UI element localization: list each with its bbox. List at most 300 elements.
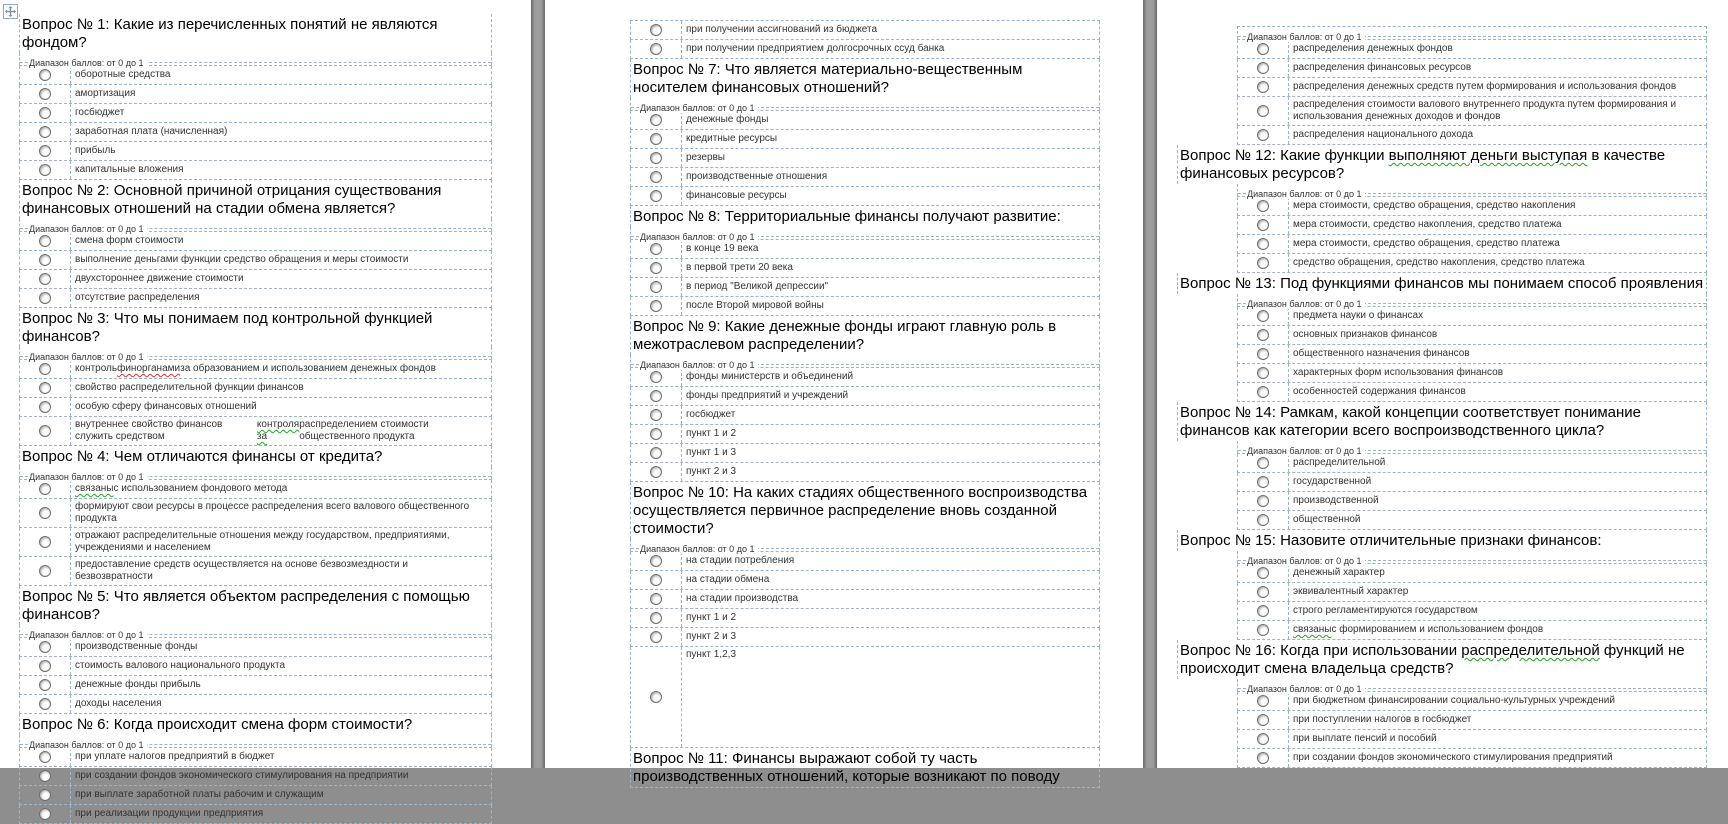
answer-option-text: на стадии обмена: [686, 574, 770, 585]
radio-button[interactable]: [650, 43, 662, 55]
radio-button[interactable]: [39, 292, 51, 304]
answer-option-row: [630, 149, 1100, 168]
radio-cell: [1238, 59, 1289, 77]
radio-button[interactable]: [1257, 219, 1269, 231]
answer-options-table: [19, 747, 492, 824]
radio-button[interactable]: [1257, 238, 1269, 250]
question-block: [630, 59, 1100, 206]
question-block: [19, 180, 492, 308]
radio-cell: [20, 557, 71, 585]
radio-cell: [20, 676, 71, 694]
answer-option-row: [630, 609, 1100, 628]
radio-cell: [20, 104, 71, 122]
radio-cell: [1238, 216, 1289, 234]
answer-option-text: средство обращения, средство накопления, средство платежа: [1293, 257, 1585, 268]
answer-option-text: производственные фонды: [75, 641, 198, 652]
radio-button[interactable]: [39, 770, 51, 782]
radio-button[interactable]: [39, 145, 51, 157]
answer-option-row: [19, 676, 492, 695]
answer-option-row: [19, 528, 492, 557]
radio-button[interactable]: [1257, 514, 1269, 526]
radio-cell: [20, 360, 71, 378]
answer-option-row: [19, 360, 492, 379]
question-block: [630, 748, 1100, 788]
answer-option-text: формируют свои ресурсы в процессе распределения всего валового общественного продукта: [75, 501, 470, 524]
radio-button[interactable]: [1257, 457, 1269, 469]
radio-button[interactable]: [650, 466, 662, 478]
question-title: Вопрос № 13: Под функциями финансов мы понимаем способ проявления: [1177, 273, 1707, 294]
answer-options-table: [19, 359, 492, 446]
radio-button[interactable]: [650, 171, 662, 183]
radio-button[interactable]: [39, 425, 51, 437]
radio-cell: [20, 251, 71, 269]
question-block: [630, 206, 1100, 316]
radio-button[interactable]: [39, 660, 51, 672]
answer-option-text: при создании фондов экономического стимулирования на предприятии: [75, 770, 409, 781]
points-range-row: [630, 98, 1100, 113]
answer-option-row: [19, 85, 492, 104]
table-move-handle-icon[interactable]: [3, 4, 18, 19]
radio-button[interactable]: [650, 114, 662, 126]
answer-option-row: [19, 480, 492, 499]
radio-button[interactable]: [39, 164, 51, 176]
radio-button[interactable]: [39, 126, 51, 138]
answer-option-text: контроль финорганами за образованием и использованием денежных фондов: [75, 363, 436, 374]
answer-option-row: [1237, 564, 1707, 583]
question-block: [1177, 145, 1707, 273]
radio-cell: [1238, 126, 1289, 144]
radio-cell: [1238, 97, 1289, 125]
radio-button[interactable]: [650, 555, 662, 567]
answer-option-text: доходы населения: [75, 698, 162, 709]
question-title: Вопрос № 8: Территориальные финансы получают развитие:: [630, 206, 1100, 227]
answer-option-text: связаны с использованием фондового метода: [75, 483, 288, 494]
radio-cell: [1238, 492, 1289, 510]
radio-button[interactable]: [650, 593, 662, 605]
answer-option-text: прибыль: [75, 145, 116, 156]
question-title: Вопрос № 6: Когда происходит смена форм стоимости?: [19, 714, 492, 735]
answer-option-row: [1237, 749, 1707, 768]
radio-cell: [1238, 473, 1289, 491]
radio-cell: [631, 463, 682, 481]
radio-button[interactable]: [650, 190, 662, 202]
points-range-label: Диапазон баллов: от 0 до 1: [29, 630, 147, 640]
radio-button[interactable]: [650, 428, 662, 440]
answer-option-text: пункт 1 и 2: [686, 612, 737, 623]
points-range-label: Диапазон баллов: от 0 до 1: [640, 360, 758, 370]
radio-cell: [20, 232, 71, 250]
radio-button[interactable]: [650, 24, 662, 36]
radio-cell: [631, 628, 682, 646]
radio-cell: [20, 270, 71, 288]
radio-button[interactable]: [1257, 129, 1269, 141]
answer-option-text: связаны с формированием и использованием фондов: [1293, 624, 1544, 635]
points-range-label: Диапазон баллов: от 0 до 1: [1247, 556, 1365, 566]
radio-button[interactable]: [650, 300, 662, 312]
radio-cell: [631, 571, 682, 589]
radio-button[interactable]: [39, 363, 51, 375]
answer-option-row: [19, 104, 492, 123]
radio-button[interactable]: [39, 273, 51, 285]
answer-option-row: [19, 251, 492, 270]
answer-option-text: основных признаков финансов: [1293, 329, 1438, 340]
radio-cell: [631, 149, 682, 167]
radio-cell: [20, 379, 71, 397]
question-block: [1177, 402, 1707, 530]
radio-button[interactable]: [39, 641, 51, 653]
question-title: Вопрос № 15: Назовите отличительные признаки финансов:: [1177, 530, 1707, 551]
radio-button[interactable]: [650, 243, 662, 255]
radio-cell: [631, 259, 682, 277]
answer-option-text: смена форм стоимости: [75, 235, 184, 246]
radio-cell: [1238, 345, 1289, 363]
page-3: [1157, 0, 1728, 768]
question-title: Вопрос № 11: Финансы выражают собой ту часть производственных отношений, которые возникают по поводу: [630, 748, 1100, 788]
radio-button[interactable]: [1257, 257, 1269, 269]
answer-option-text: при выплате пенсий и пособий: [1293, 733, 1437, 744]
radio-button[interactable]: [650, 631, 662, 643]
answer-option-row: [1237, 59, 1707, 78]
points-range-label: Диапазон баллов: от 0 до 1: [1247, 189, 1365, 199]
radio-cell: [20, 398, 71, 416]
answer-option-text: мера стоимости, средство обращения, средство накопления: [1293, 200, 1576, 211]
radio-button[interactable]: [1257, 348, 1269, 360]
radio-button[interactable]: [1257, 329, 1269, 341]
answer-option-text: распределительной: [1293, 457, 1386, 468]
radio-button[interactable]: [1257, 714, 1269, 726]
page-separator: [531, 0, 545, 768]
answer-option-row: [19, 499, 492, 528]
answer-option-row: [630, 552, 1100, 571]
answer-option-row: [630, 259, 1100, 278]
points-range-label: Диапазон баллов: от 0 до 1: [29, 352, 147, 362]
radio-cell: [1238, 711, 1289, 729]
radio-cell: [631, 609, 682, 627]
question-title: Вопрос № 10: На каких стадиях общественного воспроизводства осуществляется первичное распределение вновь созданной стоимости?: [630, 482, 1100, 539]
answer-option-row: [19, 748, 492, 767]
answer-option-text: распределения денежных средств путем формирования и использования фондов: [1293, 81, 1677, 92]
radio-button[interactable]: [1257, 752, 1269, 764]
radio-button[interactable]: [39, 401, 51, 413]
radio-button[interactable]: [39, 107, 51, 119]
points-range-label: Диапазон баллов: от 0 до 1: [29, 740, 147, 750]
answer-option-text: пункт 1,2,3: [686, 649, 737, 660]
question-title: Вопрос № 16: Когда при использовании распределительной функций не происходит смена владельца средств?: [1177, 640, 1707, 679]
grammar-error-text: контроля за: [256, 419, 300, 442]
answer-options-table: [1237, 196, 1707, 273]
answer-options-table: [19, 65, 492, 180]
answer-options-table: [19, 479, 492, 586]
radio-button[interactable]: [39, 808, 51, 820]
radio-button[interactable]: [1257, 310, 1269, 322]
answer-option-text: при выплате заработной платы рабочим и служащим: [75, 789, 324, 800]
answer-options-table: [630, 239, 1100, 316]
radio-cell: [631, 130, 682, 148]
question-title: Вопрос № 9: Какие денежные фонды играют главную роль в межотраслевом распределении?: [630, 316, 1100, 355]
radio-cell: [1238, 235, 1289, 253]
answer-option-row: [19, 142, 492, 161]
radio-button[interactable]: [39, 789, 51, 801]
answer-option-text: пункт 1 и 2: [686, 428, 737, 439]
answer-option-row: [19, 161, 492, 180]
radio-button[interactable]: [39, 382, 51, 394]
radio-cell: [20, 142, 71, 160]
radio-cell: [1238, 78, 1289, 96]
radio-cell: [20, 85, 71, 103]
points-range-label: Диапазон баллов: от 0 до 1: [640, 232, 758, 242]
radio-cell: [1238, 383, 1289, 401]
radio-cell: [631, 297, 682, 315]
radio-cell: [20, 66, 71, 84]
answer-option-text: амортизация: [75, 88, 136, 99]
radio-cell: [631, 552, 682, 570]
answer-option-text: отражают распределительные отношения между государством, предприятиями, учреждениями и населением: [75, 530, 450, 553]
question-block: [19, 446, 492, 586]
radio-button[interactable]: [1257, 43, 1269, 55]
answer-option-text: распределения стоимости валового внутреннего продукта путем формирования и использования денежных доходов и фондов: [1293, 99, 1677, 122]
radio-cell: [1238, 749, 1289, 767]
radio-button[interactable]: [39, 698, 51, 710]
radio-cell: [1238, 621, 1289, 639]
answer-option-text: выполнение деньгами функции средство обращения и меры стоимости: [75, 254, 409, 265]
answer-option-text: двухстороннее движение стоимости: [75, 273, 244, 284]
radio-button[interactable]: [39, 235, 51, 247]
radio-cell: [1238, 564, 1289, 582]
answer-option-row: [1237, 78, 1707, 97]
question-block: [1177, 26, 1707, 145]
radio-button[interactable]: [39, 507, 51, 519]
radio-cell: [631, 444, 682, 462]
radio-button[interactable]: [1257, 386, 1269, 398]
question-block: [19, 14, 492, 180]
radio-button[interactable]: [650, 262, 662, 274]
radio-cell: [1238, 326, 1289, 344]
question-block: [630, 316, 1100, 482]
answer-option-text: кредитные ресурсы: [686, 133, 778, 144]
radio-button[interactable]: [1257, 105, 1269, 117]
points-range-row: [19, 467, 492, 482]
answer-option-row: [19, 289, 492, 308]
answer-option-row: [19, 270, 492, 289]
answer-option-text: распределения финансовых ресурсов: [1293, 62, 1472, 73]
radio-button[interactable]: [650, 371, 662, 383]
radio-button[interactable]: [650, 612, 662, 624]
radio-button[interactable]: [1257, 733, 1269, 745]
answer-option-row: [1237, 511, 1707, 530]
radio-button[interactable]: [39, 483, 51, 495]
points-range-row: [19, 53, 492, 68]
answer-option-text: в период "Великой депрессии": [686, 281, 829, 292]
answer-option-row: [630, 425, 1100, 444]
answer-option-row: [1237, 602, 1707, 621]
points-range-row: [1237, 294, 1707, 309]
radio-button[interactable]: [1257, 605, 1269, 617]
answer-option-text: особую сферу финансовых отношений: [75, 401, 257, 412]
radio-cell: [631, 368, 682, 386]
points-range-label: Диапазон баллов: от 0 до 1: [1247, 684, 1365, 694]
answer-option-text: стоимость валового национального продукта: [75, 660, 286, 671]
answer-option-row: [19, 557, 492, 586]
answer-option-row: [1237, 326, 1707, 345]
answer-option-text: финансовые ресурсы: [686, 190, 787, 201]
radio-button[interactable]: [1257, 695, 1269, 707]
radio-button[interactable]: [1257, 624, 1269, 636]
radio-button[interactable]: [1257, 200, 1269, 212]
answer-option-text: пункт 2 и 3: [686, 466, 737, 477]
answer-option-text: заработная плата (начисленная): [75, 126, 228, 137]
answer-option-row: [1237, 583, 1707, 602]
radio-button[interactable]: [39, 69, 51, 81]
points-range-row: [19, 219, 492, 234]
radio-button[interactable]: [650, 691, 662, 703]
radio-button[interactable]: [650, 281, 662, 293]
radio-cell: [631, 168, 682, 186]
answer-option-text: пункт 1 и 3: [686, 447, 737, 458]
radio-button[interactable]: [39, 88, 51, 100]
radio-cell: [1238, 307, 1289, 325]
points-range-label: Диапазон баллов: от 0 до 1: [1247, 32, 1365, 42]
radio-cell: [20, 499, 71, 527]
question-block: [1177, 530, 1707, 640]
answer-option-row: [630, 297, 1100, 316]
question-block: [1177, 640, 1707, 768]
points-range-row: [1237, 679, 1707, 694]
radio-cell: [20, 638, 71, 656]
answer-option-row: [1237, 235, 1707, 254]
answer-option-text: при поступлении налогов в госбюджет: [1293, 714, 1472, 725]
answer-option-text: общественной: [1293, 514, 1361, 525]
radio-cell: [1238, 364, 1289, 382]
answer-options-table: [630, 551, 1100, 748]
points-range-row: [1237, 551, 1707, 566]
answer-option-row: [630, 463, 1100, 482]
radio-button[interactable]: [1257, 567, 1269, 579]
answer-options-table: [1237, 306, 1707, 402]
answer-option-row: [630, 278, 1100, 297]
radio-cell: [1238, 454, 1289, 472]
points-range-row: [19, 735, 492, 750]
grammar-error-text: распределительной: [1461, 642, 1600, 659]
answer-option-row: [19, 767, 492, 786]
points-range-row: [630, 539, 1100, 554]
answer-option-row: [1237, 454, 1707, 473]
answer-option-row: [1237, 40, 1707, 59]
answer-option-text: пункт 2 и 3: [686, 631, 737, 642]
radio-cell: [631, 406, 682, 424]
answer-option-row: [19, 398, 492, 417]
question-title: Вопрос № 5: Что является объектом распределения с помощью финансов?: [19, 586, 492, 625]
page-1-content: [19, 14, 492, 824]
answer-option-row: [1237, 621, 1707, 640]
points-range-label: Диапазон баллов: от 0 до 1: [1247, 299, 1365, 309]
radio-button[interactable]: [1257, 495, 1269, 507]
answer-option-row: [1237, 216, 1707, 235]
radio-button[interactable]: [39, 679, 51, 691]
page-separator: [1143, 0, 1157, 768]
radio-button[interactable]: [1257, 586, 1269, 598]
radio-cell: [1238, 602, 1289, 620]
answer-option-row: [630, 40, 1100, 59]
answer-options-table: [1237, 691, 1707, 768]
radio-cell: [631, 425, 682, 443]
answer-option-text: мера стоимости, средство обращения, средство платежа: [1293, 238, 1560, 249]
answer-option-text: производственной: [1293, 495, 1379, 506]
grammar-error-text: выполняют деньги выступая: [1388, 147, 1588, 164]
answer-option-row: [19, 232, 492, 251]
answer-option-text: эквивалентный характер: [1293, 586, 1409, 597]
answer-option-row: [630, 387, 1100, 406]
radio-button[interactable]: [39, 751, 51, 763]
radio-cell: [20, 289, 71, 307]
radio-button[interactable]: [39, 536, 51, 548]
radio-cell: [631, 590, 682, 608]
points-range-label: Диапазон баллов: от 0 до 1: [29, 224, 147, 234]
radio-cell: [20, 528, 71, 556]
answer-option-text: в первой трети 20 века: [686, 262, 793, 273]
question-title: Вопрос № 12: Какие функции выполняют деньги выступая в качестве финансовых ресурсов?: [1177, 145, 1707, 184]
answer-option-row: [1237, 692, 1707, 711]
question-block: [630, 482, 1100, 748]
points-range-label: Диапазон баллов: от 0 до 1: [640, 544, 758, 554]
answer-option-row: [1237, 364, 1707, 383]
radio-button[interactable]: [39, 254, 51, 266]
points-range-label: Диапазон баллов: от 0 до 1: [29, 472, 147, 482]
answer-options-table: [19, 637, 492, 714]
answer-option-text: на стадии потребления: [686, 555, 795, 566]
answer-options-table: [1237, 453, 1707, 530]
radio-cell: [1238, 692, 1289, 710]
points-range-label: Диапазон баллов: от 0 до 1: [640, 103, 758, 113]
radio-button[interactable]: [650, 133, 662, 145]
page-2-content: [630, 20, 1100, 788]
radio-button[interactable]: [1257, 62, 1269, 74]
spelling-error-text: финорганами: [117, 363, 181, 374]
radio-cell: [20, 123, 71, 141]
answer-option-row: [630, 21, 1100, 40]
radio-cell: [1238, 254, 1289, 272]
question-block: [19, 586, 492, 714]
points-range-row: [630, 355, 1100, 370]
radio-button[interactable]: [650, 447, 662, 459]
answer-option-row: [1237, 97, 1707, 126]
answer-option-row: [1237, 730, 1707, 749]
radio-button[interactable]: [1257, 476, 1269, 488]
answer-option-text: строго регламентируются государством: [1293, 605, 1478, 616]
radio-button[interactable]: [650, 390, 662, 402]
radio-button[interactable]: [1257, 367, 1269, 379]
answer-option-text: внутреннее свойство финансов служить средством контроля за распределением стоимости общественного продукта: [75, 419, 429, 442]
answer-option-text: госбюджет: [75, 107, 125, 118]
points-range-row: [1237, 26, 1707, 42]
answer-option-text: в конце 19 века: [686, 243, 759, 254]
radio-button[interactable]: [650, 574, 662, 586]
radio-button[interactable]: [650, 409, 662, 421]
radio-cell: [20, 417, 71, 445]
radio-cell: [631, 278, 682, 296]
radio-button[interactable]: [650, 152, 662, 164]
radio-cell: [631, 111, 682, 129]
radio-cell: [631, 40, 682, 58]
grammar-error-text: связаны: [75, 483, 114, 494]
answer-option-row: [630, 187, 1100, 206]
question-title: Вопрос № 14: Рамкам, какой концепции соответствует понимание финансов как категории всего воспроизводственного цикла?: [1177, 402, 1707, 441]
question-title: Вопрос № 4: Чем отличаются финансы от кредита?: [19, 446, 492, 467]
radio-button[interactable]: [1257, 81, 1269, 93]
question-block: [1177, 273, 1707, 402]
radio-cell: [1238, 730, 1289, 748]
question-block: [19, 308, 492, 446]
radio-button[interactable]: [39, 565, 51, 577]
